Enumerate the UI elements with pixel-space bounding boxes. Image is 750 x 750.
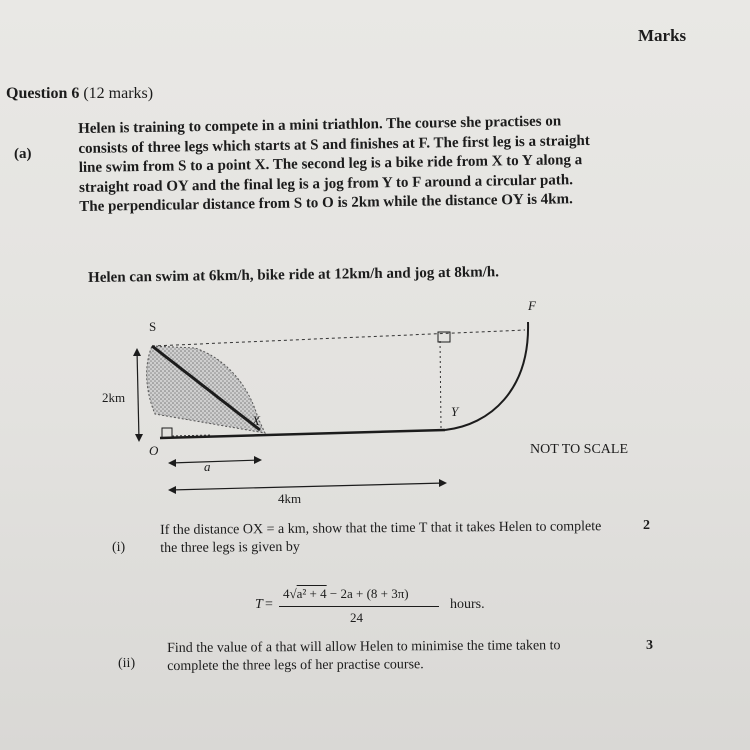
label-y: Y [451, 404, 459, 419]
label-f: F [528, 298, 536, 313]
4km-arrow-head-right [439, 479, 447, 487]
question-marks: (12 marks) [83, 85, 154, 102]
label-s: S [149, 319, 157, 334]
triathlon-diagram [100, 290, 660, 520]
height-arrow [137, 350, 139, 440]
label-o: O [149, 443, 159, 458]
formula-num-radicand: a² + 4 [296, 586, 327, 601]
height-arrow-head-bottom [135, 434, 143, 442]
formula-numerator [283, 586, 409, 602]
road-line [160, 430, 445, 438]
formula-num-prefix: 4√ [283, 586, 297, 601]
a-arrow [170, 460, 260, 463]
4km-arrow-head-left [168, 486, 176, 494]
sub-i-number: (i) [112, 540, 126, 555]
time-formula [255, 586, 495, 630]
formula-unit: hours. [450, 597, 485, 612]
formula-lhs: T [255, 597, 263, 612]
y-dashed-vertical [440, 338, 441, 428]
label-a: a [204, 459, 211, 474]
marks-heading: Marks [638, 26, 687, 45]
part-a-label: (a) [14, 146, 32, 162]
a-arrow-head-left [168, 459, 176, 467]
a-arrow-head-right [254, 456, 262, 464]
question-paragraph: Helen is training to compete in a mini triathlon. The course she practises on consists of three legs which starts at S and finishes at F. The first leg is a straight line swim from S to a point X. The second leg is a bike ride from X to Y along a straight road OY and the final leg is a jog from Y to F around a circular path. The perpendicular distance from S to O is 2km while the distance OY is 4km. [78, 113, 590, 215]
sub-i-text: If the distance OX = a km, show that the time T that it takes Helen to complete the three legs is given by [160, 519, 602, 556]
sub-i-marks: 2 [643, 518, 650, 533]
not-to-scale-note: NOT TO SCALE [530, 442, 629, 457]
4km-arrow [170, 483, 445, 490]
question-number: Question 6 [6, 85, 80, 102]
label-x: X [252, 413, 260, 428]
speeds-statement: Helen can swim at 6km/h, bike ride at 12km/h and jog at 8km/h. [88, 264, 500, 286]
formula-denominator: 24 [350, 610, 363, 625]
height-arrow-head-top [133, 348, 141, 356]
formula-fraction-bar [279, 606, 439, 607]
formula-equals: = [265, 597, 273, 612]
sub-ii-number: (ii) [118, 656, 136, 671]
sub-ii-marks: 3 [646, 638, 653, 653]
sub-ii-text: Find the value of a that will allow Helen to minimise the time taken to complete the three legs of her practise course. [167, 638, 561, 674]
question-title [6, 85, 153, 103]
top-dashed-line [152, 330, 525, 346]
formula-num-suffix: − 2a + (8 + 3π) [326, 586, 409, 601]
label-2km: 2km [102, 390, 126, 405]
label-4km: 4km [278, 491, 302, 506]
